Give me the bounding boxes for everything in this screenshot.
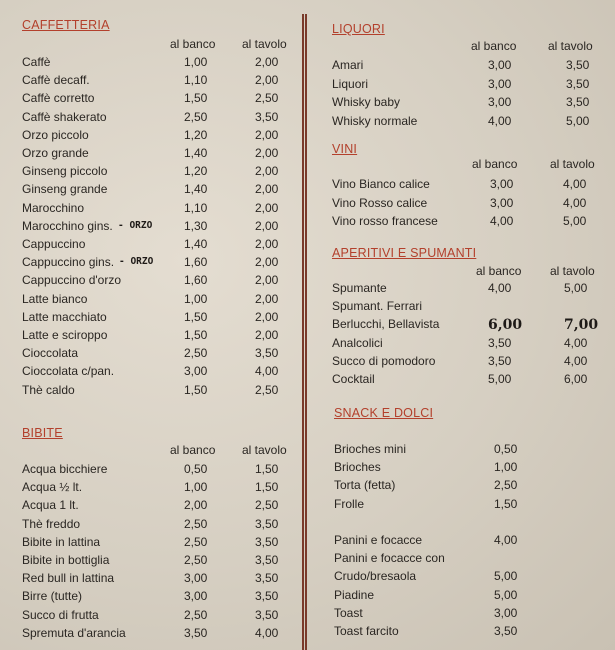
menu-item-row: [22, 146, 300, 164]
item-price: 3,00: [494, 605, 518, 620]
menu-item-row: [22, 237, 300, 255]
menu-item-row: [22, 498, 300, 516]
item-name: Latte macchiato: [22, 309, 107, 324]
item-name: Caffè decaff.: [22, 73, 90, 88]
item-name: Piadine: [334, 587, 375, 602]
price-tavolo: 3,50: [566, 58, 590, 72]
price-banco: 1,20: [184, 164, 208, 179]
item-price: 0,50: [494, 442, 518, 456]
price-banco: 1,40: [184, 182, 208, 197]
price-tavolo: 1,50: [255, 480, 279, 495]
item-price: 1,00: [494, 460, 518, 475]
menu-item-row: [22, 383, 300, 401]
price-tavolo: 6,00: [564, 372, 588, 386]
menu-item-row: [334, 442, 615, 460]
price-banco: 1,20: [184, 127, 208, 142]
item-name: Thè freddo: [22, 516, 81, 531]
price-banco: 2,50: [184, 553, 208, 567]
price-banco: 3,00: [490, 177, 514, 191]
price-tavolo: 3,50: [566, 76, 590, 91]
price-tavolo: 2,00: [255, 164, 279, 179]
price-tavolo: 3,50: [255, 516, 279, 531]
price-tavolo: 2,00: [255, 328, 279, 342]
price-tavolo: 2,50: [255, 498, 279, 513]
section-title: CAFFETTERIA: [22, 18, 110, 32]
item-name: Orzo grande: [22, 146, 89, 160]
price-tavolo: 1,50: [255, 462, 279, 476]
price-tavolo: 4,00: [563, 195, 587, 210]
item-name: Ginseng piccolo: [22, 164, 108, 179]
menu-item-row: [332, 372, 615, 390]
price-banco: 2,00: [184, 498, 208, 513]
menu-item-row: [22, 273, 300, 291]
item-price: 5,00: [494, 587, 518, 602]
item-name: Birre (tutte): [22, 589, 83, 604]
col-header-banco: al banco: [170, 443, 216, 457]
price-tavolo: 2,00: [255, 73, 279, 88]
price-tavolo: 5,00: [563, 214, 587, 228]
menu-item-row: [22, 462, 300, 480]
item-name: Amari: [332, 58, 364, 72]
menu-item-row: [334, 624, 615, 642]
menu-item-row: [332, 317, 615, 335]
price-banco: 3,00: [184, 589, 208, 604]
price-tavolo: 2,00: [255, 182, 279, 197]
item-name: Bibite in lattina: [22, 534, 101, 549]
item-name: Spumant. Ferrari: [332, 299, 423, 314]
price-banco: 3,00: [184, 364, 208, 379]
item-name: Berlucchi, Bellavista: [332, 317, 440, 332]
section-title: SNACK E DOLCI: [334, 406, 434, 420]
menu-item-row: [22, 328, 300, 346]
price-banco: 1,10: [184, 73, 208, 88]
price-tavolo: 2,00: [255, 200, 279, 215]
price-tavolo: 2,50: [255, 382, 279, 397]
item-name: Liquori: [332, 76, 369, 91]
item-name: Torta (fetta): [334, 478, 396, 493]
menu-item-row: [332, 196, 615, 214]
menu-item-row: [22, 346, 300, 364]
item-name: Spremuta d'arancia: [22, 625, 126, 640]
item-name: Whisky baby: [332, 95, 401, 109]
menu-item-row: [332, 354, 615, 372]
menu-item-row: [22, 310, 300, 328]
item-name: Ginseng grande: [22, 182, 108, 197]
price-banco: 1,00: [184, 480, 208, 495]
menu-item-row: [332, 77, 615, 95]
menu-item-row: [22, 553, 300, 571]
price-banco: 1,40: [184, 237, 208, 251]
item-name: Vino Rosso calice: [332, 195, 428, 210]
handwritten-note: - ORZO: [118, 219, 153, 231]
item-name: Cappuccino d'orzo: [22, 273, 122, 288]
menu-item-row: [22, 55, 300, 73]
price-banco: 1,00: [184, 291, 208, 306]
col-header-tavolo: al tavolo: [550, 264, 595, 278]
item-name: Succo di pomodoro: [332, 353, 436, 368]
price-tavolo: 2,00: [255, 255, 279, 270]
price-banco: 1,40: [184, 146, 208, 160]
menu-item-row: [22, 73, 300, 91]
price-banco: 1,50: [184, 382, 208, 397]
menu-item-row: [334, 478, 615, 496]
menu-item-row: [334, 515, 615, 533]
price-banco: 1,10: [184, 200, 208, 215]
price-tavolo: 3,50: [255, 589, 279, 604]
price-banco: 3,00: [488, 95, 512, 109]
price-banco: 1,60: [184, 273, 208, 288]
item-name: Succo di frutta: [22, 607, 99, 622]
menu-item-row: [22, 110, 300, 128]
item-price: 2,50: [494, 478, 518, 493]
menu-item-row: [22, 626, 300, 644]
price-tavolo: 4,00: [255, 625, 279, 640]
item-name: Brioches mini: [334, 442, 407, 456]
price-tavolo: 3,50: [255, 109, 279, 124]
section-title: APERITIVI E SPUMANTI: [332, 246, 477, 260]
menu-item-row: [332, 336, 615, 354]
menu-item-row: [22, 182, 300, 200]
item-name: Latte bianco: [22, 291, 88, 306]
menu-item-row: [332, 177, 615, 195]
menu-item-row: [22, 517, 300, 535]
item-name: Panini e focacce con: [334, 551, 445, 566]
price-banco: 6,00: [488, 317, 523, 334]
item-name: Cappuccino gins.: [22, 255, 115, 270]
price-banco: 5,00: [488, 372, 512, 386]
price-banco: 1,60: [184, 255, 208, 270]
menu-item-row: [22, 608, 300, 626]
price-banco: 0,50: [184, 462, 208, 476]
menu-item-row: [22, 219, 300, 237]
price-banco: 1,30: [184, 218, 208, 233]
item-name: Caffè corretto: [22, 91, 95, 106]
price-tavolo: 3,50: [566, 95, 590, 109]
price-tavolo: 2,00: [255, 309, 279, 324]
item-name: Red bull in lattina: [22, 571, 115, 586]
price-banco: 3,50: [488, 335, 512, 350]
price-tavolo: 3,50: [255, 607, 279, 622]
price-banco: 2,50: [184, 346, 208, 361]
price-tavolo: 2,00: [255, 55, 279, 69]
price-tavolo: 4,00: [564, 335, 588, 350]
price-tavolo: 3,50: [255, 553, 279, 567]
menu-item-row: [332, 95, 615, 113]
menu-item-row: [332, 114, 615, 132]
menu-item-row: [332, 58, 615, 76]
menu-item-row: [22, 164, 300, 182]
item-name: Thè caldo: [22, 382, 75, 397]
column-divider: [302, 14, 307, 650]
price-banco: 3,00: [184, 571, 208, 586]
menu-item-row: [334, 460, 615, 478]
price-banco: 4,00: [490, 214, 514, 228]
item-price: 1,50: [494, 496, 518, 511]
price-tavolo: 2,00: [255, 146, 279, 160]
price-tavolo: 5,00: [566, 113, 590, 128]
item-name: Acqua ½ lt.: [22, 480, 83, 495]
menu-item-row: [22, 201, 300, 219]
col-header-banco: al banco: [471, 39, 517, 53]
item-name: Vino rosso francese: [332, 214, 438, 228]
item-price: 3,50: [494, 624, 518, 638]
menu-item-row: [22, 535, 300, 553]
item-name: Marocchino: [22, 200, 85, 215]
price-tavolo: 2,00: [255, 273, 279, 288]
section-title: LIQUORI: [332, 22, 385, 36]
price-banco: 2,50: [184, 109, 208, 124]
menu-item-row: [332, 281, 615, 299]
item-price: 5,00: [494, 569, 518, 584]
price-tavolo: 5,00: [564, 281, 588, 295]
price-banco: 3,00: [488, 58, 512, 72]
menu-item-row: [22, 292, 300, 310]
item-name: Toast farcito: [334, 624, 399, 638]
price-banco: 1,50: [184, 91, 208, 106]
item-name: Latte e sciroppo: [22, 328, 108, 342]
menu-item-row: [334, 569, 615, 587]
col-header-banco: al banco: [170, 37, 216, 51]
col-header-tavolo: al tavolo: [548, 39, 593, 53]
price-banco: 1,50: [184, 328, 208, 342]
col-header-banco: al banco: [476, 264, 522, 278]
price-banco: 4,00: [488, 281, 512, 295]
price-banco: 3,50: [184, 625, 208, 640]
section-title: VINI: [332, 142, 358, 156]
price-banco: 3,50: [488, 353, 512, 368]
menu-item-row: [334, 551, 615, 569]
price-tavolo: 2,00: [255, 291, 279, 306]
menu-item-row: [22, 589, 300, 607]
item-name: Toast: [334, 605, 363, 620]
col-header-tavolo: al tavolo: [242, 37, 287, 51]
item-name: Analcolici: [332, 335, 383, 350]
item-name: Caffè shakerato: [22, 109, 107, 124]
item-name: Brioches: [334, 460, 381, 475]
item-name: Vino Bianco calice: [332, 177, 430, 191]
price-banco: 1,50: [184, 309, 208, 324]
menu-item-row: [334, 606, 615, 624]
price-tavolo: 4,00: [563, 177, 587, 191]
col-header-banco: al banco: [472, 157, 518, 171]
menu-item-row: [22, 364, 300, 382]
price-banco: 3,00: [488, 76, 512, 91]
price-tavolo: 2,00: [255, 218, 279, 233]
menu-item-row: [22, 91, 300, 109]
col-header-tavolo: al tavolo: [242, 443, 287, 457]
menu-item-row: [334, 588, 615, 606]
price-banco: 1,00: [184, 55, 208, 69]
price-tavolo: 2,00: [255, 127, 279, 142]
price-tavolo: 4,00: [564, 353, 588, 368]
menu-item-row: [334, 533, 615, 551]
menu-item-row: [332, 214, 615, 232]
item-name: Orzo piccolo: [22, 127, 89, 142]
item-price: 4,00: [494, 533, 518, 547]
handwritten-note: - ORZO: [119, 256, 154, 268]
item-name: Cocktail: [332, 372, 375, 386]
item-name: Cioccolata: [22, 346, 79, 361]
col-header-tavolo: al tavolo: [550, 157, 595, 171]
item-name: Cioccolata c/pan.: [22, 364, 115, 379]
item-name: Caffè: [22, 55, 51, 69]
price-banco: 2,50: [184, 607, 208, 622]
menu-item-row: [332, 299, 615, 317]
menu-item-row: [22, 571, 300, 589]
item-name: Whisky normale: [332, 113, 418, 128]
item-name: Spumante: [332, 281, 387, 295]
item-name: Cappuccino: [22, 237, 86, 251]
menu-item-row: [334, 497, 615, 515]
item-name: Bibite in bottiglia: [22, 553, 110, 567]
menu-item-row: [22, 255, 300, 273]
price-tavolo: 3,50: [255, 346, 279, 361]
item-name: Frolle: [334, 496, 365, 511]
item-name: Marocchino gins.: [22, 218, 113, 233]
price-tavolo: 7,00: [564, 317, 599, 334]
price-tavolo: 3,50: [255, 571, 279, 586]
price-banco: 4,00: [488, 113, 512, 128]
menu-item-row: [22, 128, 300, 146]
price-banco: 2,50: [184, 534, 208, 549]
item-name: Panini e focacce: [334, 533, 423, 547]
price-banco: 2,50: [184, 516, 208, 531]
menu-item-row: [22, 480, 300, 498]
item-name: Acqua bicchiere: [22, 462, 108, 476]
price-tavolo: 4,00: [255, 364, 279, 379]
price-tavolo: 3,50: [255, 534, 279, 549]
price-tavolo: 2,00: [255, 237, 279, 251]
price-banco: 3,00: [490, 195, 514, 210]
section-title: BIBITE: [22, 426, 63, 440]
item-name: Acqua 1 lt.: [22, 498, 79, 513]
item-name: Crudo/bresaola: [334, 569, 417, 584]
price-tavolo: 2,50: [255, 91, 279, 106]
